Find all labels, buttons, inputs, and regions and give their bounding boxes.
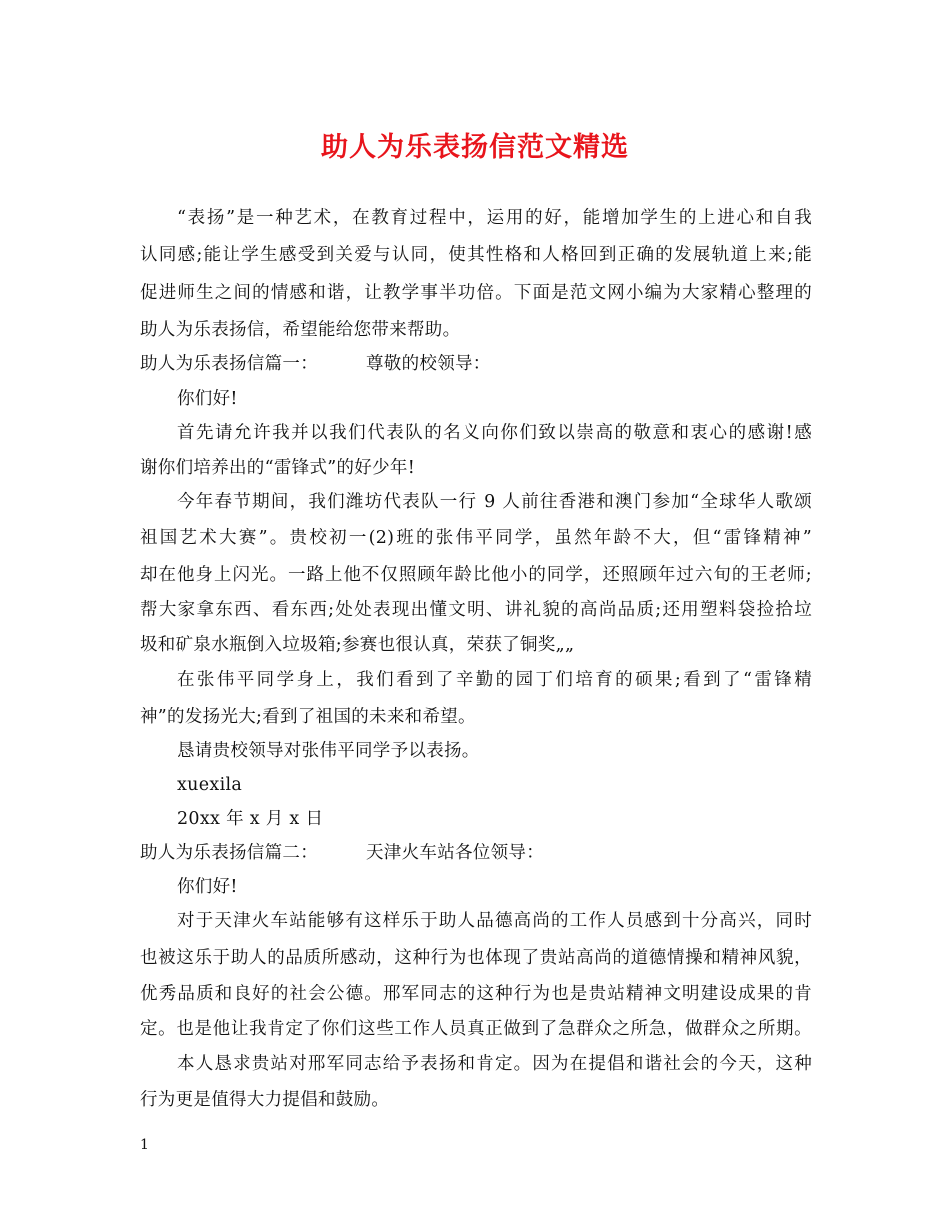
paragraph-line: “表扬”是一种艺术，在教育过程中，运用的好，能增加学生的上进心和自我: [177, 208, 812, 228]
paragraph-line: 在张伟平同学身上，我们看到了辛勤的园丁们培育的硕果;看到了“雷锋精: [177, 670, 812, 690]
paragraph-line: 行为更是值得大力提倡和鼓励。: [140, 1090, 390, 1110]
paragraph-line: 促进师生之间的情感和谐，让教学事半功倍。下面是范文网小编为大家精心整理的: [140, 283, 812, 303]
letter-title: 助人为乐表扬信篇一：: [140, 354, 318, 374]
paragraph-line: 今年春节期间，我们潍坊代表队一行 9 人前往香港和澳门参加“全球华人歌颂: [177, 492, 812, 512]
paragraph-line: 对于天津火车站能够有这样乐于助人品德高尚的工作人员感到十分高兴，同时: [177, 911, 812, 931]
document-title: 助人为乐表扬信范文精选: [321, 132, 629, 163]
letter-salutation: 尊敬的校领导：: [366, 354, 491, 374]
paragraph-line: 圾和矿泉水瓶倒入垃圾箱;参赛也很认真，荣获了铜奖„„: [140, 635, 575, 655]
letter-heading-2: [140, 841, 544, 865]
date-line: 20xx 年 x 月 x 日: [177, 809, 324, 829]
paragraph-line: 认同感;能让学生感受到关爱与认同，使其性格和人格回到正确的发展轨道上来;能: [140, 245, 812, 265]
paragraph-line: 帮大家拿东西、看东西;处处表现出懂文明、讲礼貌的高尚品质;还用塑料袋捡拾垃: [140, 600, 812, 620]
paragraph-line: 助人为乐表扬信，希望能给您带来帮助。: [140, 320, 461, 340]
letter-title: 助人为乐表扬信篇二：: [140, 843, 318, 863]
greeting-line: 你们好!: [177, 389, 238, 409]
letter-salutation: 天津火车站各位领导：: [366, 843, 544, 863]
paragraph-line: 谢你们培养出的“雷锋式”的好少年!: [140, 458, 416, 478]
paragraph-line: 却在他身上闪光。一路上他不仅照顾年龄比他小的同学，还照顾年过六旬的王老师;: [140, 565, 812, 585]
paragraph-line: 优秀品质和良好的社会公德。邢军同志的这种行为也是贵站精神文明建设成果的肯: [140, 984, 812, 1004]
page-number: 1: [140, 1137, 149, 1153]
paragraph-line: 祖国艺术大赛”。贵校初一(2)班的张伟平同学，虽然年龄不大，但“雷锋精神”: [140, 528, 812, 548]
signature-line: xuexila: [177, 775, 243, 795]
paragraph-line: 定。也是他让我肯定了你们这些工作人员真正做到了急群众之所急，做群众之所期。: [140, 1019, 812, 1039]
paragraph-line: 神”的发扬光大;看到了祖国的未来和希望。: [140, 707, 476, 727]
paragraph-line: 首先请允许我并以我们代表队的名义向你们致以崇高的敬意和衷心的感谢!感: [177, 423, 812, 443]
paragraph-line: 本人恳求贵站对邢军同志给予表扬和肯定。因为在提倡和谐社会的今天，这种: [177, 1054, 812, 1074]
paragraph-line: 恳请贵校领导对张伟平同学予以表扬。: [177, 741, 480, 761]
paragraph-line: 也被这乐于助人的品质所感动，这种行为也体现了贵站高尚的道德情操和精神风貌，: [140, 948, 812, 968]
greeting-line: 你们好!: [177, 877, 238, 897]
letter-heading-1: [140, 352, 491, 376]
